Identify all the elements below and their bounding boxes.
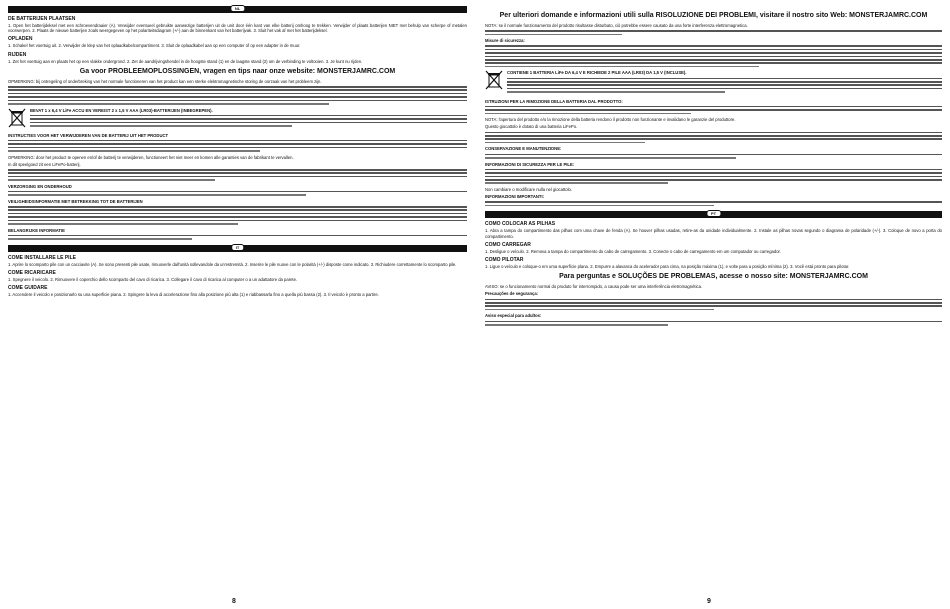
page-number-right: 9: [707, 598, 711, 605]
it-text-block-1: [485, 30, 942, 35]
nl-instructions-text: INSTRUCTIES VOOR HET VERWIJDEREN VAN DE BATTERIJ UIT HET PRODUCT: [8, 132, 169, 138]
it-instructions-text: ISTRUZIONI PER LA RIMOZIONE DELLA BATTERIA DAL PRODOTTO:: [485, 98, 623, 104]
nl-text-block-6: [8, 235, 467, 240]
nl-bin-text: BEVAT 1 x 6,4 V LiFe ACCU EN VEREIST 2 x 1,5 V AAA (LR03)-BATTERIJEN (INBEGREPEN).: [30, 107, 213, 113]
nl-language-bar: [8, 6, 467, 13]
it-charge-text: 1. Spegnere il veicolo. 2. Rimuovere il coperchio dello scomparto del cavo di ricarica. 3. Collegare il cavo di ricarica al computer o a un adattatore da parete.: [8, 277, 298, 282]
nl-help-heading: Ga voor PROBLEEMOPLOSSINGEN, vragen en tips naar onze website: MONSTERJAMRC.COM: [79, 67, 396, 75]
pt-drive-title: COMO PILOTAR: [485, 256, 524, 263]
it-bin-text: CONTIENE 1 BATTERIA LiFe DA 6,4 V E RICHIEDE 2 PILE AAA (LR03) DA 1,5 V (INCLUSE).: [507, 70, 687, 76]
pt-text-block-1: [485, 299, 942, 311]
nl-charge-title: OPLADEN: [8, 36, 33, 43]
crossed-bin-icon: [485, 70, 503, 90]
nl-text-block-4: [8, 191, 467, 196]
it-text-block-5: [485, 154, 942, 159]
it-important-text: INFORMAZIONI IMPORTANTI:: [485, 194, 545, 200]
pt-batteries-text: 1. Abra a tampa do compartimento das pilhas com uma chave de fenda (A). Se houver pilhas usadas, retire-as da unidade individualmente. 2. Instale as pilhas novas segundo o diagrama de polaridade (+/-). 3. Coloque de novo a porta do compartimento.: [485, 228, 942, 239]
nl-important-text: BELANGRIJKE INFORMATIE: [8, 227, 65, 233]
it-charge-title: COME RICARICARE: [8, 270, 56, 276]
pt-language-tag: PT: [706, 210, 721, 217]
pt-aviso-text: AVISO: se o funcionamento normal do produto for interrompido, a causa pode ser uma interferência eletromagnética.: [485, 284, 703, 290]
it-special-text: Questo giocattolo è dotato di una batteria LiFePo.: [485, 124, 578, 130]
it-safety-text: INFORMAZIONI DI SICUREZZA PER LE PILE:: [485, 161, 575, 167]
nl-warning-text: OPMERKING: bij ontregeling of onderbreking van het normale functioneren van het product kan een sterke elektromagnetische storing de oorzaak van het probleem zijn.: [8, 78, 322, 84]
it-text-block-4: [485, 132, 942, 144]
pt-prec-text: Precauções de segurança:: [485, 291, 539, 297]
nl-special-text: In dit speelgoed zit een LiFePo-batterij.: [8, 161, 81, 167]
nl-note-text: OPMERKING: door het product te openen en/of de batterij te verwijderen, functioneert het niet meer en komen alle garanties van de fabrikant te vervallen.: [8, 154, 294, 160]
it-text-block-7: [485, 201, 942, 206]
it-language-tag: IT: [231, 244, 245, 251]
nl-language-tag: NL: [230, 5, 245, 12]
pt-language-bar: [485, 211, 942, 218]
it-nota-text: NOTA: l'apertura del prodotto e/o la rimozione della batteria rendono il prodotto non funzionante e invalidano le garanzie del produttore.: [485, 117, 736, 123]
nl-batteries-text: 1. Open het batterijdeksel met een schroevendraaier (A). Verwijder eventueel gebruikte aanwezige batterijen uit de unit door één kant van elke batterij omhoog te trekken. Verwijder of plaats batterijen NIET met behulp van scherpe of metalen voorwerpen. 2. Plaats de nieuwe batterijen zoals weergegeven op het polariteitsdiagram (+/-) aan de binnenkant van het batterijvak. 3. Sluit het vak af met het batterijdeksel.: [8, 23, 467, 34]
nl-drive-text: 1. Zet het voertuig aan en plaats het op een vlakke ondergrond. 2. Zet de aandrijvingshendel in de hoogste stand (1) en de laagste stand (2) om de verbinding te voltooien. 3. Je kunt nu rijden.: [8, 58, 363, 64]
it-help-heading: Per ulteriori domande e informazioni utili sulla RISOLUZIONE DEI PROBLEMI, visitare il nostro sito Web: MONSTERJAMRC.COM: [499, 12, 928, 19]
pt-charge-text: 1. Desligue o veículo. 2. Remova a tampa do compartimento do cabo de carregamento. 3. Conecte o cabo de carregamento em um computador ou carregador.: [485, 248, 781, 254]
nl-bin-row: [8, 108, 467, 130]
it-drive-title: COME GUIDARE: [8, 285, 48, 292]
it-text-block-2: [485, 45, 942, 67]
nl-batteries-title: DE BATTERIJEN PLAATSEN: [8, 16, 76, 22]
it-bin-row: [485, 70, 942, 95]
pt-text-block-2: [485, 321, 942, 326]
right-page: [475, 0, 950, 609]
it-conserv-text: CONSERVAZIONE E MANUTENZIONE:: [485, 146, 562, 152]
nl-drive-title: RIJDEN: [8, 51, 27, 58]
it-extra-text: Non cambiare o modificare nulla nel giocattolo.: [485, 186, 573, 192]
nl-text-block-3: [8, 169, 467, 181]
crossed-bin-icon: [8, 108, 26, 128]
pt-help-heading: Para perguntas e SOLUÇÕES DE PROBLEMAS, acesse o nosso site: MONSTERJAMRC.COM: [559, 273, 868, 281]
nl-charge-text: 1. Schakel het voertuig uit. 2. Verwijder de klep van het oplaadkabelcompartiment. 3. Sluit de oplaadkabel aan op een computer of op een adapter in de muur.: [8, 43, 301, 49]
nl-care-text: VERZORGING EN ONDERHOUD: [8, 183, 72, 189]
pt-charge-title: COMO CARREGAR: [485, 241, 531, 248]
it-batteries-text: 1. Aprire lo scomparto pile con un cacciavite (A). Se sono presenti pile usate, rimuoverle dall'unità sollevandole da un'estremità. 2. Inserire le pile nuove con le polarità (+/-) disposte come indicato. 3. Richiudere correttamente lo scomparto pile.: [8, 261, 457, 267]
it-text-block-6: [485, 169, 942, 184]
it-text-block-3: [485, 106, 942, 114]
it-language-bar: [8, 245, 467, 252]
nl-text-block-5: [8, 206, 467, 225]
pt-drive-text: 1. Ligue o veículo e coloque-o em uma superfície plana. 2. Empurre a alavanca do acelerador para cima, na posição máxima (1), e volte para a posição mínima (2). 3. Você está pronto para pilotar.: [485, 263, 850, 269]
it-measure-text: Misure di sicurezza:: [485, 38, 525, 44]
pt-aviso2-text: Aviso especial para adultos:: [485, 313, 542, 319]
pt-batteries-title: COMO COLOCAR AS PILHAS: [485, 221, 556, 228]
it-drive-text: 1. Accendere il veicolo e posizionarlo su una superficie piana. 2. Spingere la leva di accelerazione fino alla posizione più alta (1) e riabbassarla fino a quella più bassa (2). 3. Il veicolo è pronto a partire.: [8, 292, 379, 298]
nl-text-block-2: [8, 140, 467, 152]
it-note-text: NOTA: se il normale funzionamento del prodotto risultasse disturbato, ciò potrebbe essere causato da una forte interferenza elettromagnetica.: [485, 23, 748, 28]
nl-safety-text: VEILIGHEIDSINFORMATIE MET BETREKKING TOT DE BATTERIJEN: [8, 198, 143, 204]
nl-text-block-1: [8, 86, 467, 105]
page-number-left: 8: [232, 598, 236, 605]
it-batteries-title: COME INSTALLARE LE PILE: [8, 254, 76, 261]
